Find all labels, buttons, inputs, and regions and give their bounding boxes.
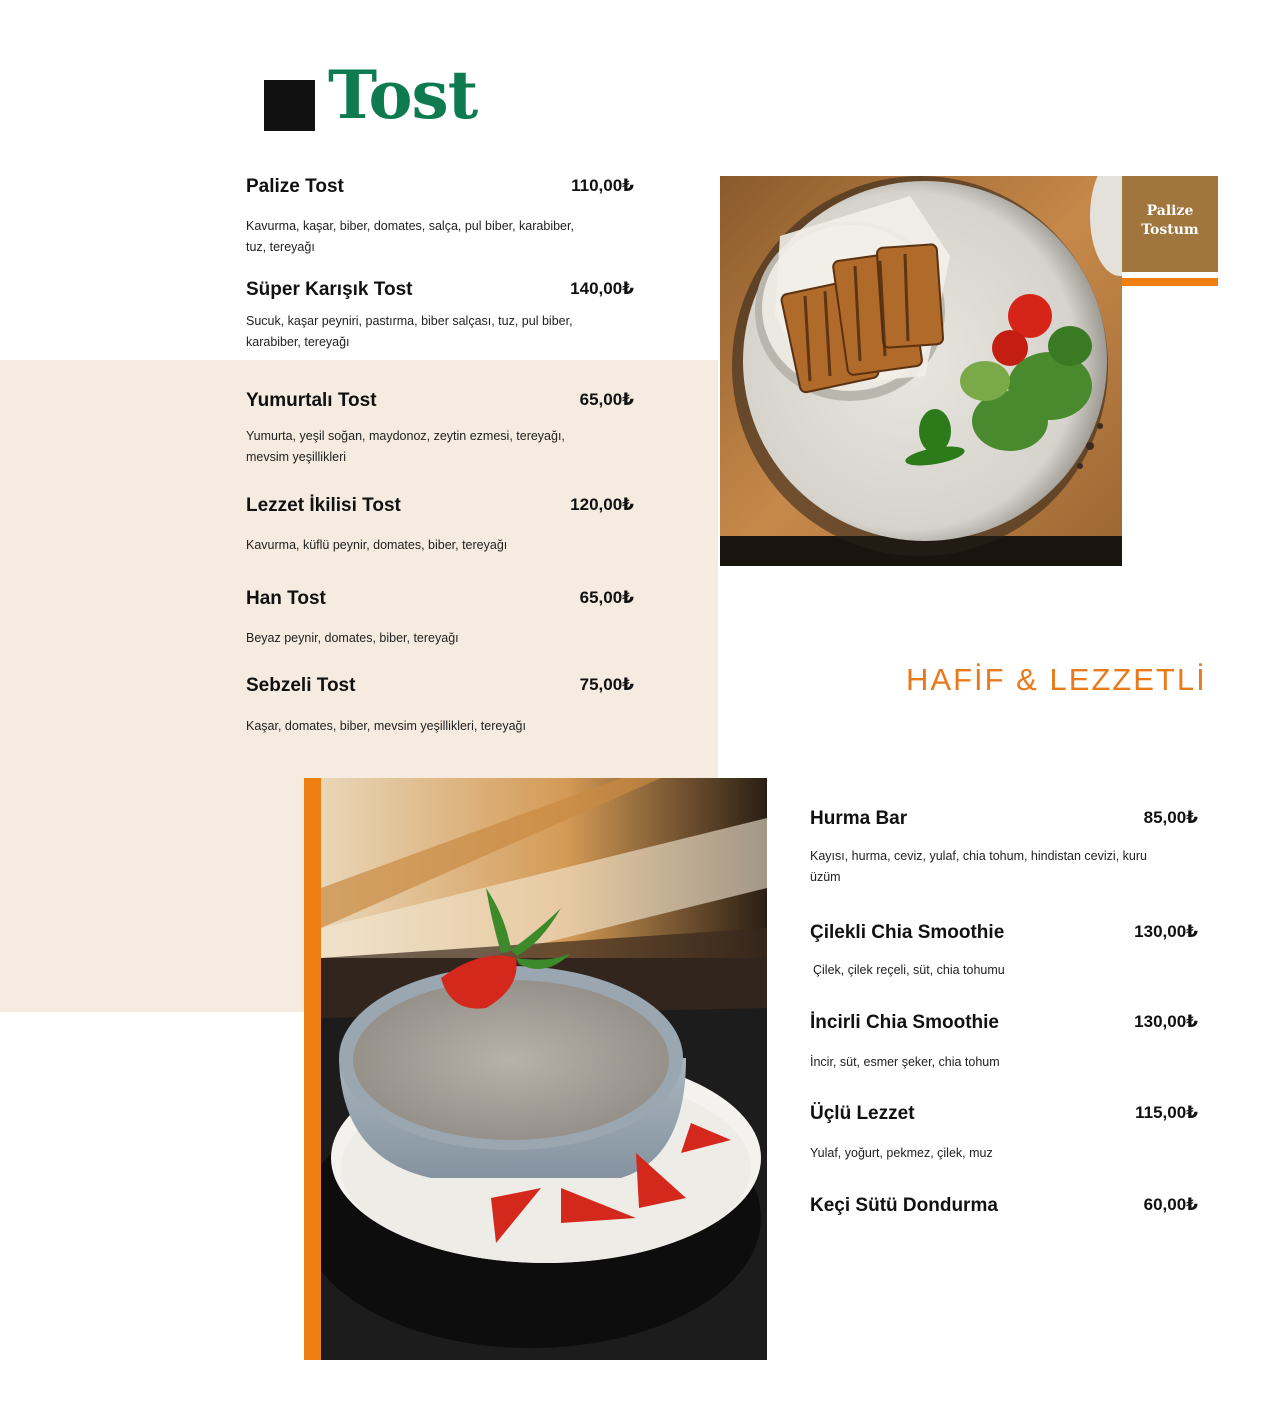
item-description: İncir, süt, esmer şeker, chia tohum bbox=[810, 1055, 1000, 1069]
item-name: Hurma Bar bbox=[810, 808, 908, 829]
chia-bowl-photo bbox=[321, 778, 767, 1360]
badge-accent-bar bbox=[1122, 278, 1218, 286]
item-name: Palize Tost bbox=[246, 176, 344, 197]
item-price: 110,00₺ bbox=[571, 176, 634, 195]
item-description: Yulaf, yoğurt, pekmez, çilek, muz bbox=[810, 1146, 993, 1160]
item-name: Lezzet İkilisi Tost bbox=[246, 495, 401, 516]
item-description: Kavurma, küflü peynir, domates, biber, tereyağı bbox=[246, 538, 508, 552]
item-name: Keçi Sütü Dondurma bbox=[810, 1195, 998, 1216]
item-description: Sucuk, kaşar peyniri, pastırma, biber salçası, tuz, pul biber, karabiber, tereyağı bbox=[246, 314, 573, 349]
item-description: Yumurta, yeşil soğan, maydonoz, zeytin ezmesi, tereyağı, mevsim yeşillikleri bbox=[246, 429, 565, 464]
item-price: 60,00₺ bbox=[1143, 1195, 1198, 1214]
item-price: 140,00₺ bbox=[570, 279, 634, 298]
item-price: 115,00₺ bbox=[1135, 1103, 1198, 1122]
item-description: Kayısı, hurma, ceviz, yulaf, chia tohum, hindistan cevizi, kuru üzüm bbox=[810, 849, 1147, 884]
item-name: Üçlü Lezzet bbox=[810, 1103, 915, 1124]
item-price: 130,00₺ bbox=[1134, 922, 1198, 941]
item-name: Çilekli Chia Smoothie bbox=[810, 922, 1005, 943]
item-price: 65,00₺ bbox=[579, 390, 634, 409]
item-name: Sebzeli Tost bbox=[246, 675, 356, 696]
item-name: Süper Karışık Tost bbox=[246, 279, 413, 300]
palize-tostum-badge bbox=[1122, 176, 1218, 272]
title-square-icon bbox=[264, 80, 315, 131]
section-title-hafif-lezzetli: HAFİF & LEZZETLİ bbox=[906, 662, 1207, 697]
toast-plate-photo bbox=[720, 176, 1122, 566]
badge-line-2: Tostum bbox=[1141, 222, 1199, 238]
item-description: Beyaz peynir, domates, biber, tereyağı bbox=[246, 631, 459, 645]
item-price: 120,00₺ bbox=[570, 495, 634, 514]
item-description: Kavurma, kaşar, biber, domates, salça, pul biber, karabiber, tuz, tereyağı bbox=[246, 219, 574, 254]
item-price: 130,00₺ bbox=[1134, 1012, 1198, 1031]
item-description: Çilek, çilek reçeli, süt, chia tohumu bbox=[813, 963, 1005, 977]
item-name: Han Tost bbox=[246, 588, 326, 609]
item-description: Kaşar, domates, biber, mevsim yeşillikleri, tereyağı bbox=[246, 719, 526, 733]
item-price: 65,00₺ bbox=[579, 588, 634, 607]
item-name: Yumurtalı Tost bbox=[246, 390, 377, 411]
item-price: 75,00₺ bbox=[579, 675, 634, 694]
item-name: İncirli Chia Smoothie bbox=[810, 1012, 999, 1033]
photo-accent-strip bbox=[304, 778, 321, 1360]
badge-line-1: Palize bbox=[1146, 203, 1194, 219]
section-title-tost: Tost bbox=[328, 56, 478, 134]
item-price: 85,00₺ bbox=[1143, 808, 1198, 827]
